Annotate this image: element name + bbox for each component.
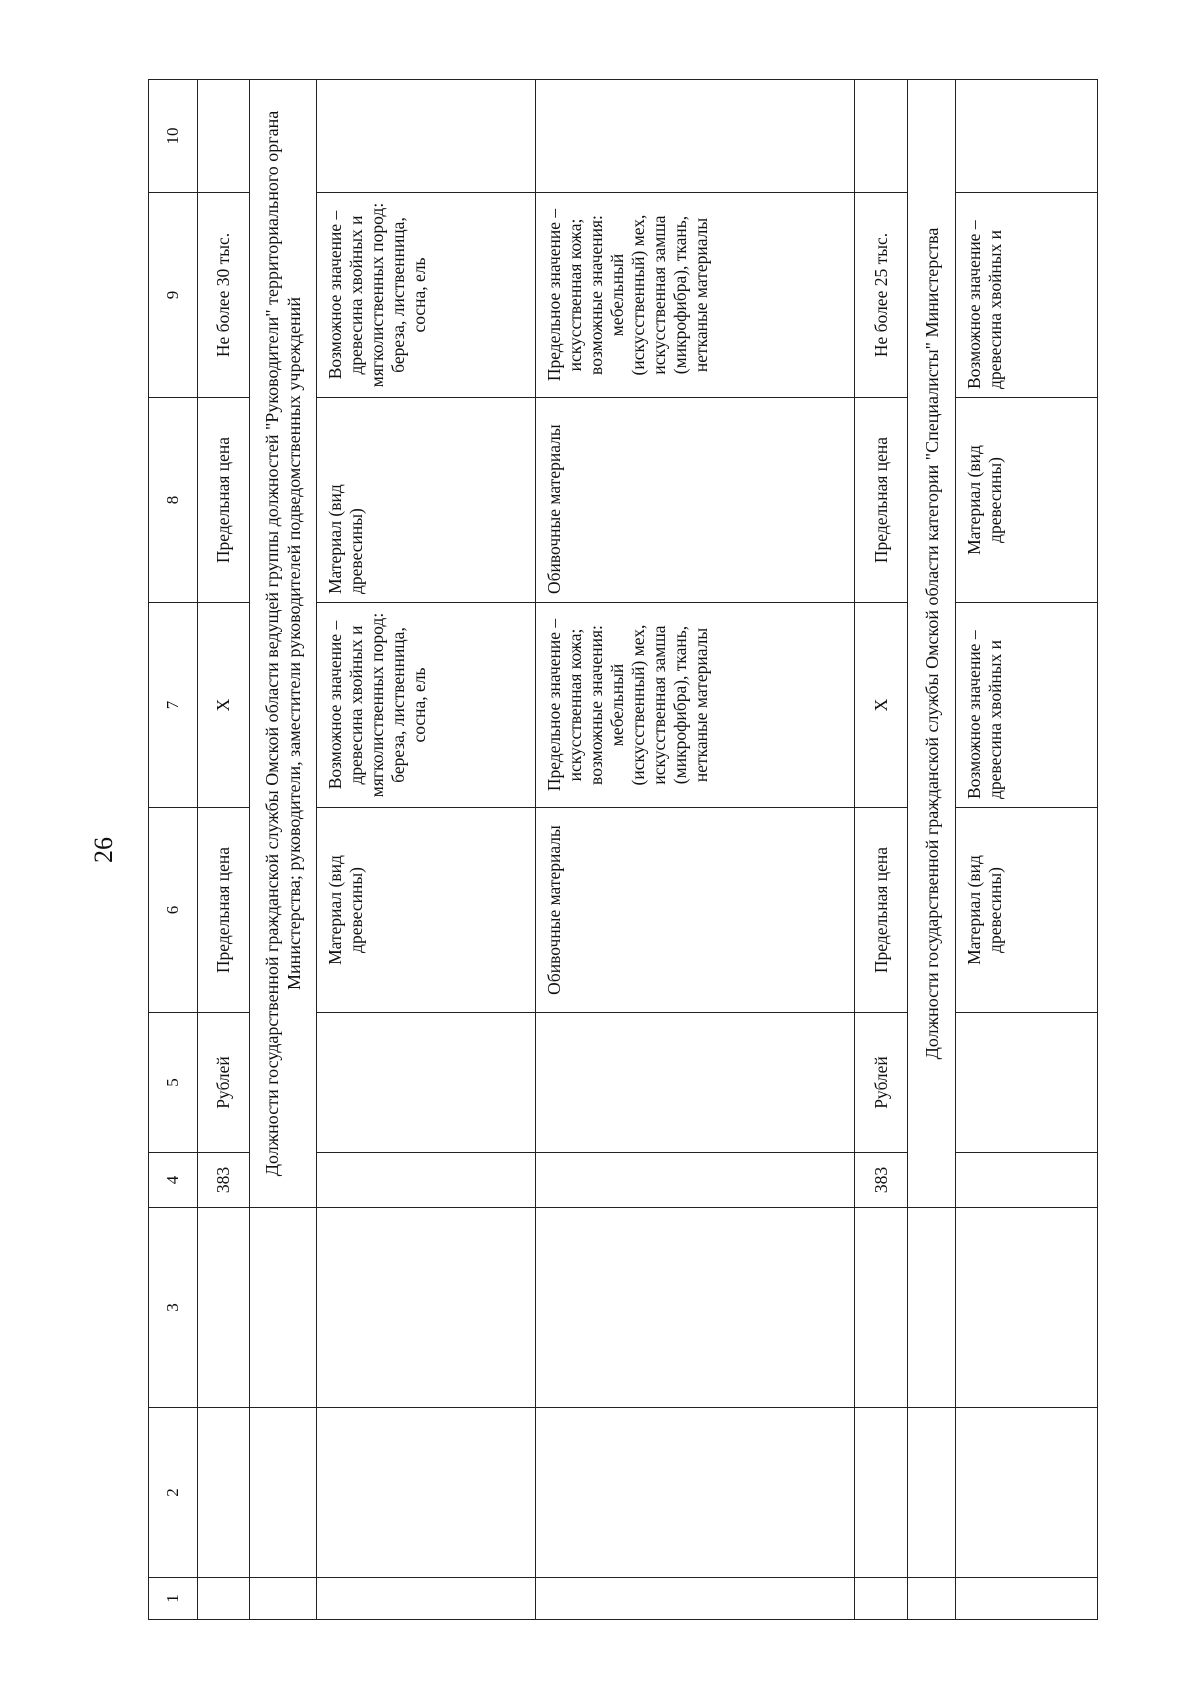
unit-name: Рублей: [197, 1013, 250, 1153]
table-row: [197, 80, 250, 1620]
characteristic-value: Не более 30 тыс.: [197, 193, 250, 398]
cell-empty: [197, 1578, 250, 1620]
cell-empty: [197, 1208, 250, 1408]
cell-empty: [250, 1408, 317, 1578]
table-row: [250, 80, 317, 1620]
characteristic-value: Х: [855, 603, 908, 808]
cell-empty: [317, 1153, 536, 1208]
characteristic-name: Материал (вид древесины): [956, 398, 1098, 603]
col-num-10: 10: [149, 80, 198, 193]
rotated-table-frame: [148, 80, 1098, 1620]
col-num-7: 7: [149, 603, 198, 808]
cell-empty: [956, 1208, 1098, 1408]
characteristic-value: Предельное значение – искусственная кожа; возможные значения: мебельный (искусственный) мех, искусственная замша (микрофибра), ткань, нетканые материалы: [536, 193, 855, 398]
characteristic-value: Возможное значение – древесина хвойных и мягколиственных пород: береза, лиственница, сосна, ель: [317, 603, 536, 808]
cell-empty: [956, 1408, 1098, 1578]
section-heading: Должности государственной гражданской службы Омской области категории "Специалисты" Министерства: [907, 80, 956, 1208]
cell-empty: [956, 1153, 1098, 1208]
cell-empty: [536, 1013, 855, 1153]
cell-empty: [855, 1578, 908, 1620]
col-num-6: 6: [149, 808, 198, 1013]
characteristic-value: Предельное значение – искусственная кожа; возможные значения: мебельный (искусственный) мех, искусственная замша (микрофибра), ткань, нетканые материалы: [536, 603, 855, 808]
cell-empty: [907, 1578, 956, 1620]
cell-empty: [956, 80, 1098, 193]
col-num-3: 3: [149, 1208, 198, 1408]
characteristic-value: Возможное значение – древесина хвойных и мягколиственных пород: береза, лиственница, сосна, ель: [317, 193, 536, 398]
table-row: [536, 80, 855, 1620]
cell-empty: [907, 1408, 956, 1578]
cell-empty: [197, 80, 250, 193]
characteristic-name: Материал (вид древесины): [956, 808, 1098, 1013]
characteristic-name: Предельная цена: [197, 808, 250, 1013]
okei-code: 383: [855, 1153, 908, 1208]
cell-empty: [317, 1578, 536, 1620]
col-num-2: 2: [149, 1408, 198, 1578]
cell-empty: [536, 80, 855, 193]
page-number: 26: [89, 837, 118, 863]
characteristic-value: Возможное значение – древесина хвойных и: [956, 193, 1098, 398]
cell-empty: [956, 1013, 1098, 1153]
okei-code: 383: [197, 1153, 250, 1208]
cell-empty: [956, 1578, 1098, 1620]
cell-empty: [536, 1408, 855, 1578]
cell-empty: [855, 1408, 908, 1578]
col-num-8: 8: [149, 398, 198, 603]
characteristic-name: Предельная цена: [855, 808, 908, 1013]
col-num-1: 1: [149, 1578, 198, 1620]
cell-empty: [536, 1208, 855, 1408]
characteristic-name: Обивочные материалы: [536, 808, 855, 1013]
cell-empty: [855, 1208, 908, 1408]
characteristic-name: Материал (вид древесины): [317, 398, 536, 603]
table-row: [855, 80, 908, 1620]
cell-empty: [317, 80, 536, 193]
characteristic-name: Предельная цена: [855, 398, 908, 603]
table-row: [956, 80, 1098, 1620]
cell-empty: [250, 1578, 317, 1620]
table-row: [907, 80, 956, 1620]
cell-empty: [317, 1408, 536, 1578]
characteristic-value: Возможное значение – древесина хвойных и: [956, 603, 1098, 808]
cell-empty: [317, 1208, 536, 1408]
col-num-5: 5: [149, 1013, 198, 1153]
unit-name: Рублей: [855, 1013, 908, 1153]
characteristic-value: Не более 25 тыс.: [855, 193, 908, 398]
column-number-row: [149, 80, 198, 1620]
characteristic-name: Материал (вид древесины): [317, 808, 536, 1013]
section-heading: Должности государственной гражданской службы Омской области ведущей группы должностей "Руководители" территориального органа Министерства; руководители, заместители руководителей подведомственных учреждений: [250, 80, 317, 1208]
characteristic-value: Х: [197, 603, 250, 808]
furniture-requirements-table: [148, 79, 1098, 1620]
cell-empty: [855, 80, 908, 193]
col-num-4: 4: [149, 1153, 198, 1208]
cell-empty: [250, 1208, 317, 1408]
cell-empty: [317, 1013, 536, 1153]
col-num-9: 9: [149, 193, 198, 398]
cell-empty: [536, 1578, 855, 1620]
cell-empty: [197, 1408, 250, 1578]
table-row: [317, 80, 536, 1620]
characteristic-name: Обивочные материалы: [536, 398, 855, 603]
cell-empty: [536, 1153, 855, 1208]
cell-empty: [907, 1208, 956, 1408]
characteristic-name: Предельная цена: [197, 398, 250, 603]
